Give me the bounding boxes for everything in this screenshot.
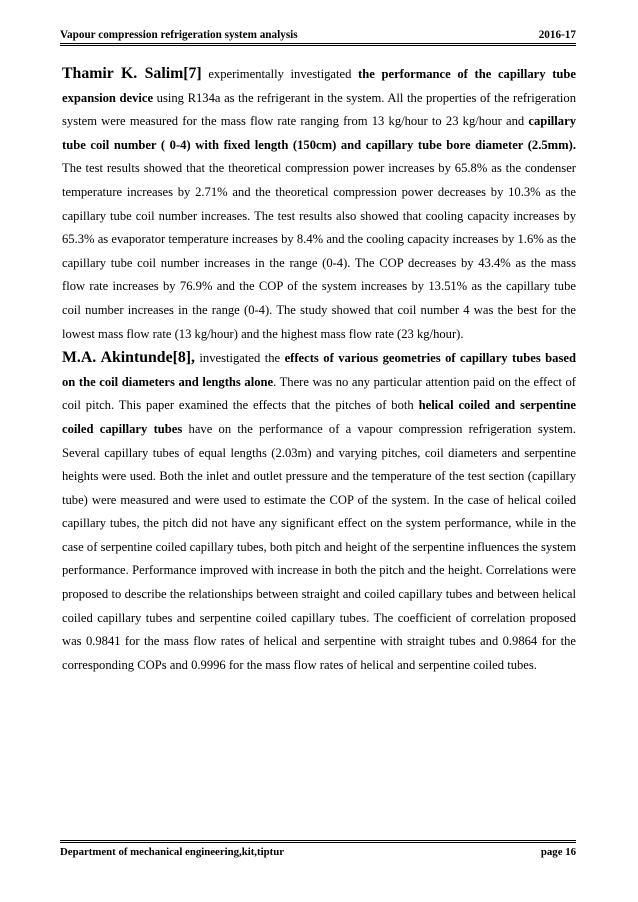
bold-span: the performance of the capillary tube expansion device — [62, 67, 576, 105]
text-span: investigated the — [194, 351, 285, 366]
text-span: The test results showed that the theoretical compression power increases by 65.8% as the condenser temperature increases by 2.71% and the theoretical compression power decreases by 10.3% as the capillary tube coil number increases. The test results also showed that cooling capacity increases by 65.3% as evaporator temperature increases by 8.4% and the cooling capacity increases by 1.6% as the capillary tube coil number increases in the range (0-4). The COP decreases by 43.4% as the mass flow rate increases by 76.9% and the COP of the system increases by 13.51% as the capillary tube coil number increases in the range (0-4). The study showed that coil number 4 was the best for the lowest mass flow rate (13 kg/hour) and the highest mass flow rate (23 kg/hour). — [62, 161, 576, 341]
bold-span: capillary tube coil number ( 0-4) with fixed length (150cm) and capillary tube bore diameter (2.5mm). — [62, 114, 576, 152]
author-salim: Thamir K. Salim[7] — [62, 65, 202, 82]
paragraph-salim — [62, 62, 576, 346]
paragraph-akintunde — [62, 346, 576, 677]
page-footer — [60, 840, 576, 858]
academic-year: 2016-17 — [538, 29, 576, 41]
bold-span: helical coiled and serpentine coiled capillary tubes — [62, 398, 577, 436]
text-span: using R134a as the refrigerant in the system. All the properties of the refrigeration system were measured for the mass flow rate ranging from 13 kg/hour to 23 kg/hour and — [62, 90, 576, 129]
page-number: page 16 — [540, 846, 576, 858]
bold-span: effects of various geometries of capillary tubes based on the coil diameters and lengths alone — [62, 351, 576, 389]
text-span: experimentally investigated — [201, 67, 359, 81]
department-name: Department of mechanical engineering,kit,tiptur — [60, 846, 285, 858]
document-title: Vapour compression refrigeration system analysis — [60, 29, 298, 41]
author-akintunde: M.A. Akintunde[8], — [62, 349, 195, 367]
text-span: have on the performance of a vapour compression refrigeration system. Several capillary tubes of equal lengths (2.03m) and varying pitches, coil diameters and serpentine heights were used. Both the inlet and outlet pressure and the temperature of the test section (capillary tube) were measured and were used to estimate the COP of the system. In the case of helical coiled capillary tubes, the pitch did not have any significant effect on the system performance, while in the case of serpentine coiled capillary tubes, both pitch and height of the serpentine influences the system performance. Performance improved with increase in both the pitch and the height. Correlations were proposed to describe the relationships between straight and coiled capillary tubes and between helical coiled capillary tubes and serpentine coiled capillary tubes. The coefficient of correlation proposed was 0.9841 for the mass flow rates of helical and serpentine with straight tubes and 0.9864 for the corresponding COPs and 0.9996 for the mass flow rates of helical and serpentine coiled tubes. — [62, 421, 576, 672]
text-span: . There was no any particular attention paid on the effect of coil pitch. This paper examined the effects that the pitches of both — [62, 374, 576, 413]
page-header — [60, 20, 576, 46]
page-body — [62, 62, 576, 677]
